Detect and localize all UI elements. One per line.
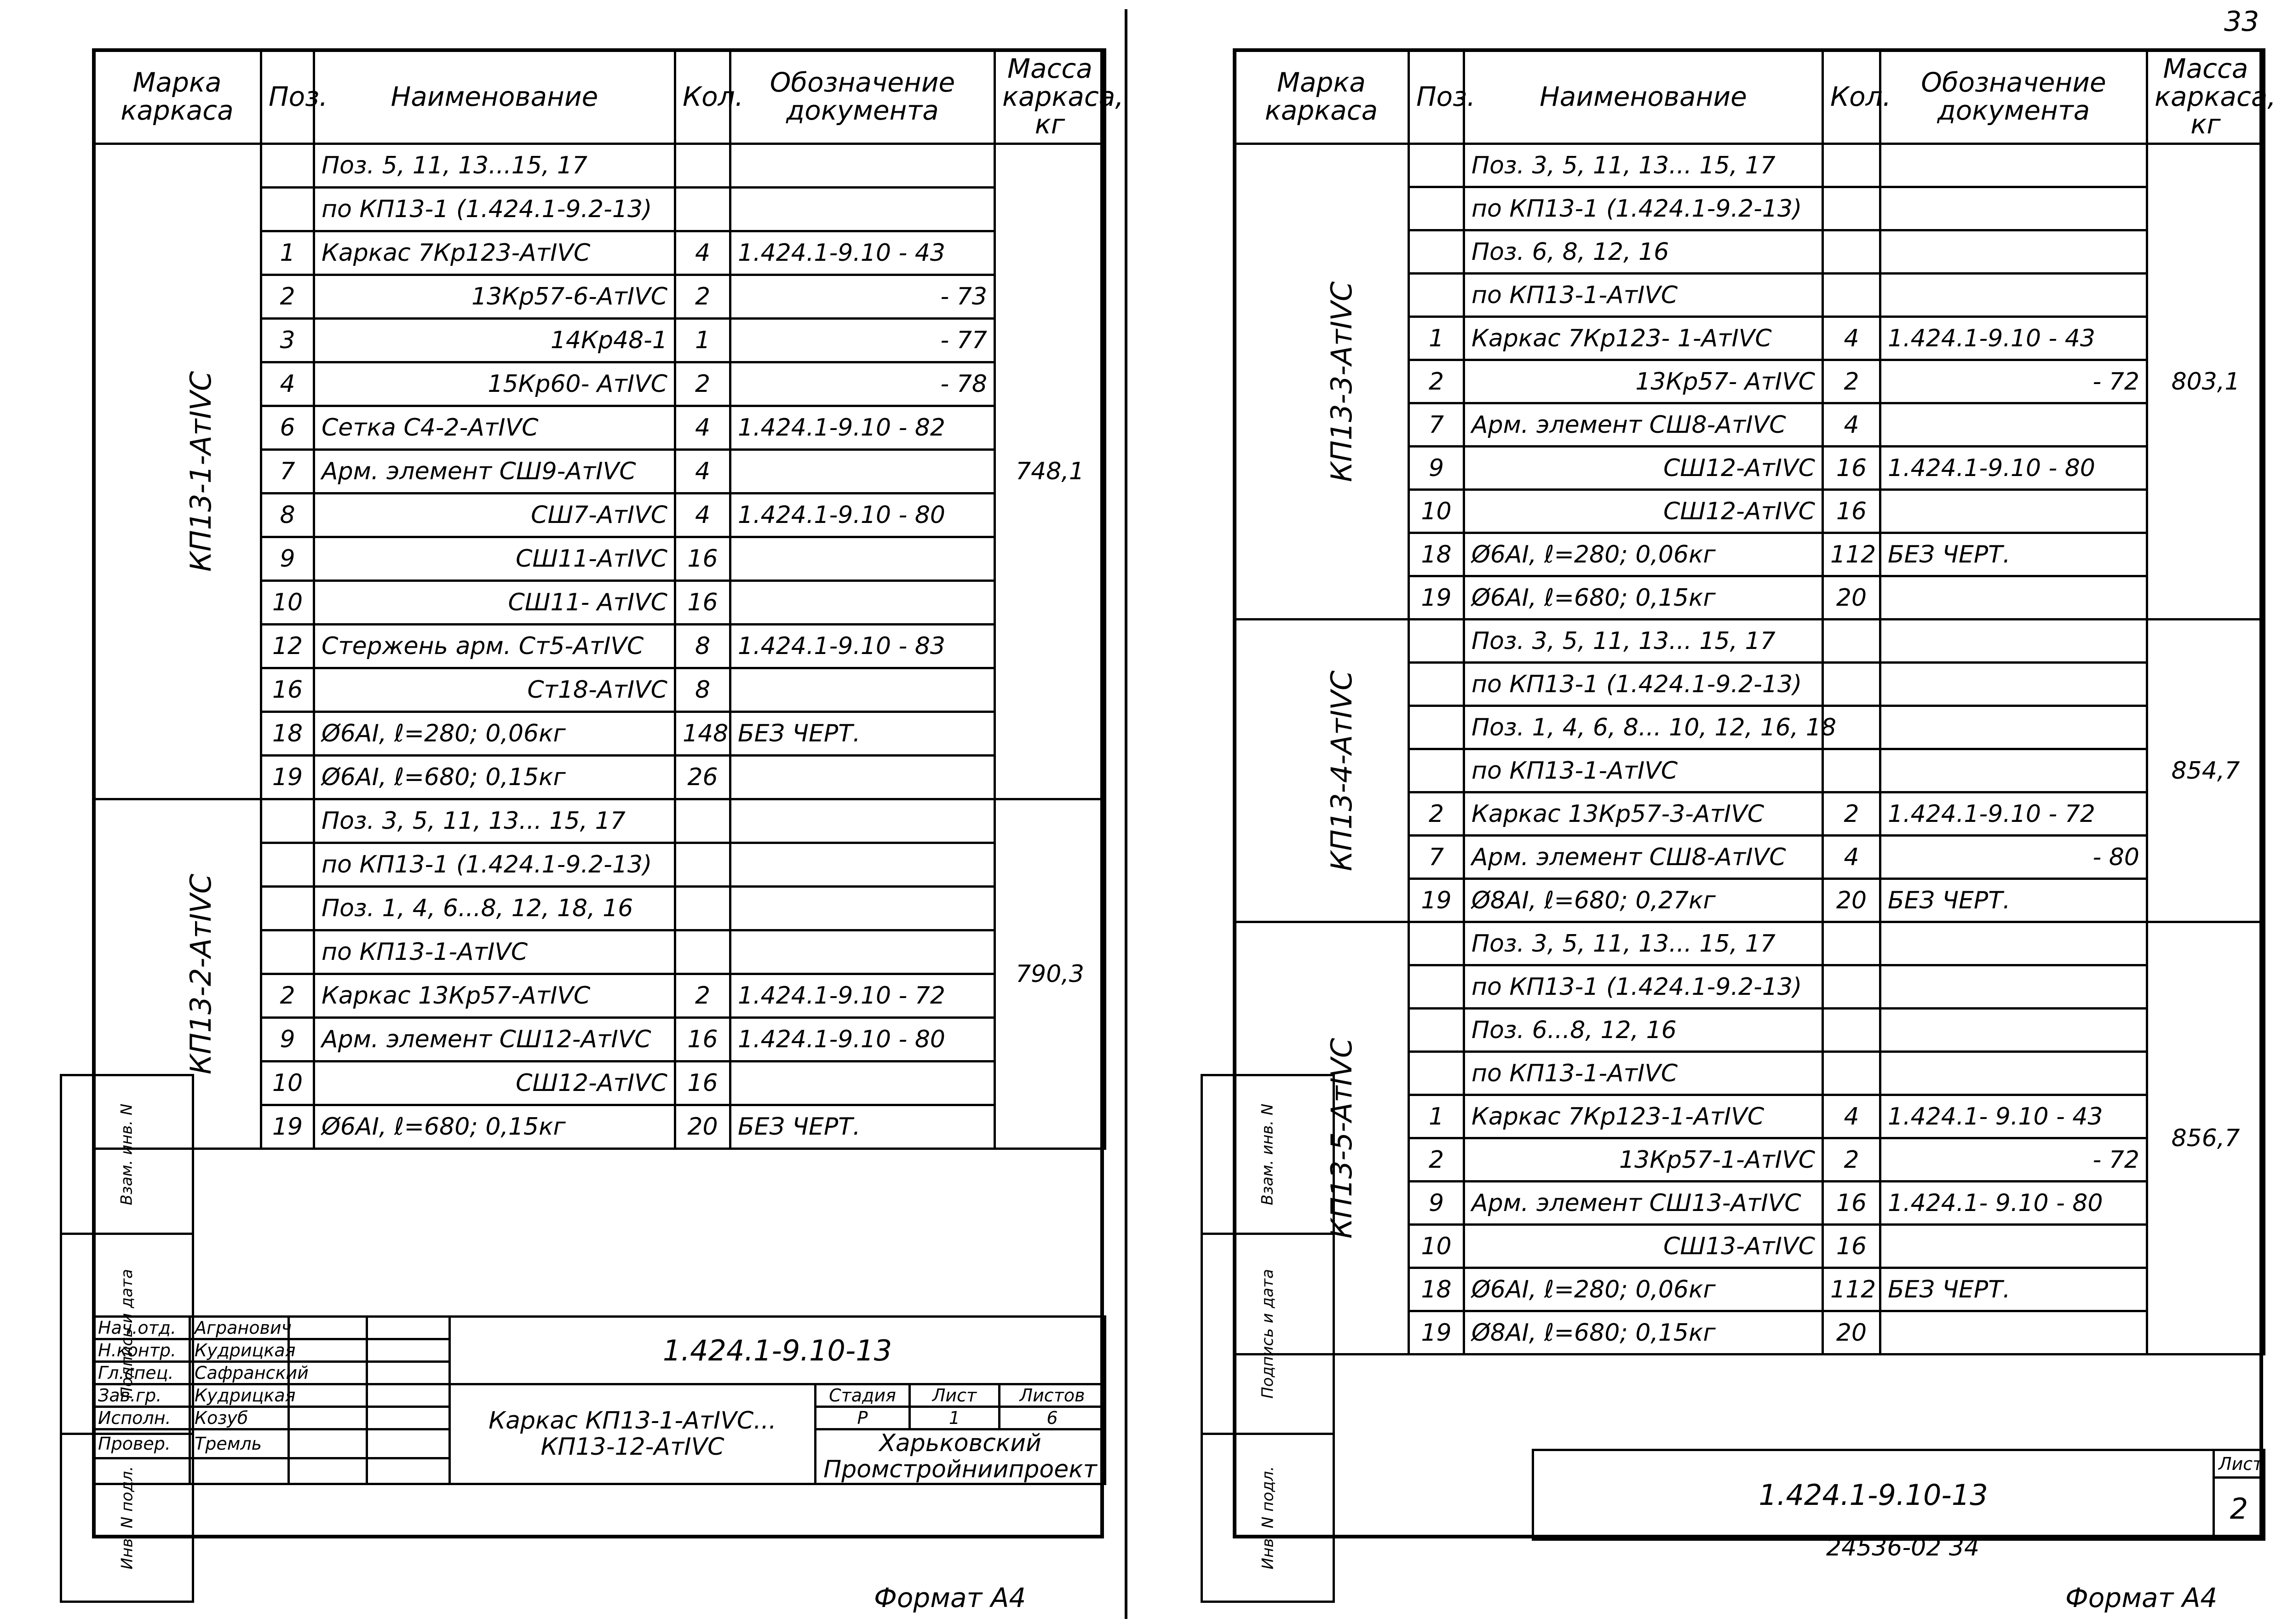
role: Нач.отд.	[93, 1317, 190, 1339]
cell-pos	[1409, 1052, 1464, 1095]
cell-doc: 1.424.1- 9.10 - 43	[1880, 1095, 2147, 1138]
table-row	[1234, 620, 2265, 663]
cell-pos	[1409, 187, 1464, 230]
side-field: Инв. N подл.	[117, 1466, 136, 1570]
cell-name: Каркас 13Кр57-АтIVС	[314, 974, 675, 1018]
cell-pos: 19	[261, 756, 314, 799]
cell-doc	[730, 843, 995, 887]
cell-qty	[1823, 620, 1880, 663]
cell-doc: 1.424.1-9.10 - 80	[730, 494, 995, 537]
sheet-value: 1	[910, 1407, 1000, 1429]
sheet-left	[0, 0, 1122, 1624]
cell-pos: 2	[1409, 1138, 1464, 1182]
sheets-value: 6	[1000, 1407, 1105, 1429]
cell-qty	[675, 188, 730, 231]
header-mark: Марка каркаса	[93, 50, 261, 144]
frame-mass: 856,7	[2147, 922, 2265, 1354]
cell-doc: БЕЗ ЧЕРТ.	[1880, 879, 2147, 922]
sheet-label: Лист	[2214, 1450, 2265, 1478]
frame-mass: 748,1	[995, 144, 1105, 799]
cell-doc	[730, 799, 995, 843]
cell-doc	[730, 668, 995, 712]
cell-qty: 2	[1823, 1138, 1880, 1182]
cell-qty	[1823, 965, 1880, 1009]
frame-mass: 790,3	[995, 799, 1105, 1149]
cell-pos: 19	[1409, 1311, 1464, 1354]
cell-pos: 1	[261, 231, 314, 275]
cell-doc	[730, 1062, 995, 1105]
cell-pos: 10	[1409, 1225, 1464, 1268]
signature	[289, 1339, 367, 1362]
drawing-title: Каркас КП13-1-АтIVС... КП13-12-АтIVС	[450, 1384, 816, 1484]
cell-name: Ø6АI, ℓ=680; 0,15кг	[314, 756, 675, 799]
document-code: 1.424.1-9.10-13	[1533, 1450, 2214, 1540]
cell-qty: 16	[675, 581, 730, 625]
cell-name: СШ12-АтIVС	[1464, 447, 1823, 490]
cell-name: Арм. элемент СШ8-АтIVС	[1464, 836, 1823, 879]
cell-qty	[1823, 144, 1880, 187]
cell-qty	[1823, 922, 1880, 965]
cell-qty: 1	[675, 319, 730, 362]
cell-pos	[1409, 1009, 1464, 1052]
cell-pos: 7	[1409, 836, 1464, 879]
cell-pos: 2	[261, 275, 314, 319]
cell-doc: БЕЗ ЧЕРТ.	[1880, 1268, 2147, 1311]
frame-mark-label: КП13-5-АтIVС	[1325, 1038, 1359, 1239]
cell-doc	[1880, 490, 2147, 533]
cell-qty	[675, 799, 730, 843]
cell-doc	[1880, 663, 2147, 706]
frame-mark-label: КП13-1-АтIVС	[184, 371, 218, 572]
header-pos: Поз.	[1409, 50, 1464, 144]
cell-name: Ст18-АтIVС	[314, 668, 675, 712]
document-code: 1.424.1-9.10-13	[450, 1317, 1105, 1384]
cell-name: Арм. элемент СШ8-АтIVС	[1464, 403, 1823, 447]
date	[367, 1362, 450, 1384]
cell-pos	[1409, 620, 1464, 663]
frame-mark	[1234, 144, 1409, 620]
cell-pos: 1	[1409, 1095, 1464, 1138]
cell-qty: 4	[675, 494, 730, 537]
cell-name: по КП13-1-АтIVС	[314, 930, 675, 974]
cell-doc	[730, 188, 995, 231]
cell-qty	[675, 843, 730, 887]
cell-name: 15Кр60- АтIVС	[314, 362, 675, 406]
cell-pos: 4	[261, 362, 314, 406]
person: Агранович	[190, 1317, 289, 1339]
cell-qty: 8	[675, 668, 730, 712]
header-mark: Марка каркаса	[1234, 50, 1409, 144]
side-strip-right	[1201, 1074, 1335, 1603]
frame-mass: 803,1	[2147, 144, 2265, 620]
cell-pos	[1409, 663, 1464, 706]
cell-doc	[1880, 706, 2147, 749]
date	[367, 1317, 450, 1339]
cell-qty	[1823, 230, 1880, 274]
cell-name: СШ13-АтIVС	[1464, 1225, 1823, 1268]
cell-name: Каркас 7Кр123-АтIVС	[314, 231, 675, 275]
sheet-label: Лист	[910, 1384, 1000, 1407]
frame-mark-label: КП13-4-АтIVС	[1325, 670, 1359, 871]
cell-doc: 1.424.1- 9.10 - 80	[1880, 1182, 2147, 1225]
cell-doc: БЕЗ ЧЕРТ.	[730, 1105, 995, 1149]
cell-qty: 16	[1823, 1182, 1880, 1225]
cell-qty: 112	[1823, 1268, 1880, 1311]
cell-name: Каркас 7Кр123-1-АтIVС	[1464, 1095, 1823, 1138]
cell-pos: 2	[1409, 792, 1464, 836]
cell-name: Ø6АI, ℓ=280; 0,06кг	[1464, 1268, 1823, 1311]
cell-name: Арм. элемент СШ12-АтIVС	[314, 1018, 675, 1062]
cell-qty: 2	[1823, 360, 1880, 403]
cell-pos: 2	[261, 974, 314, 1018]
role: Исполн.	[93, 1407, 190, 1429]
table-row	[93, 799, 1105, 843]
cell-qty: 4	[675, 406, 730, 450]
role: Гл.спец.	[93, 1362, 190, 1384]
header-pos: Поз.	[261, 50, 314, 144]
cell-qty	[1823, 663, 1880, 706]
cell-pos: 3	[261, 319, 314, 362]
cell-name: СШ12-АтIVС	[1464, 490, 1823, 533]
cell-qty: 4	[675, 231, 730, 275]
cell-name: СШ11-АтIVС	[314, 537, 675, 581]
cell-pos: 6	[261, 406, 314, 450]
cell-qty	[675, 930, 730, 974]
cell-doc	[1880, 187, 2147, 230]
cell-pos: 9	[1409, 1182, 1464, 1225]
person: Козуб	[190, 1407, 289, 1429]
header-doc: Обозначение документа	[730, 50, 995, 144]
cell-qty: 16	[675, 1018, 730, 1062]
cell-name: Ø8АI, ℓ=680; 0,27кг	[1464, 879, 1823, 922]
cell-qty: 112	[1823, 533, 1880, 576]
cell-qty	[1823, 187, 1880, 230]
cell-pos	[1409, 922, 1464, 965]
cell-name: по КП13-1 (1.424.1-9.2-13)	[1464, 965, 1823, 1009]
cell-qty	[1823, 1052, 1880, 1095]
table-row	[1234, 144, 2265, 187]
cell-qty: 4	[1823, 1095, 1880, 1138]
cell-qty: 16	[675, 537, 730, 581]
cell-pos	[1409, 144, 1464, 187]
cell-doc	[1880, 144, 2147, 187]
cell-doc: БЕЗ ЧЕРТ.	[730, 712, 995, 756]
cell-doc: - 77	[730, 319, 995, 362]
header-mass: Масса каркаса, кг	[995, 50, 1105, 144]
cell-doc: - 72	[1880, 1138, 2147, 1182]
frame-mark-label: КП13-2-АтIVС	[184, 873, 218, 1074]
cell-qty: 20	[1823, 1311, 1880, 1354]
cell-doc: - 78	[730, 362, 995, 406]
cell-doc: 1.424.1-9.10 - 82	[730, 406, 995, 450]
cell-pos: 19	[1409, 576, 1464, 620]
person: Кудрицкая	[190, 1339, 289, 1362]
cell-doc	[1880, 1311, 2147, 1354]
person: Кудрицкая	[190, 1384, 289, 1407]
cell-name: по КП13-1 (1.424.1-9.2-13)	[1464, 187, 1823, 230]
cell-pos: 10	[261, 581, 314, 625]
page-number: 33	[2224, 6, 2259, 38]
cell-pos	[1409, 965, 1464, 1009]
cell-qty: 20	[675, 1105, 730, 1149]
cell-pos	[1409, 749, 1464, 792]
cell-pos: 18	[1409, 533, 1464, 576]
cell-doc	[1880, 620, 2147, 663]
cell-name: Поз. 3, 5, 11, 13... 15, 17	[1464, 620, 1823, 663]
cell-qty: 20	[1823, 576, 1880, 620]
cell-qty: 148	[675, 712, 730, 756]
organization: Харьковский Промстройниипроект	[816, 1429, 1105, 1484]
frame-mark	[93, 144, 261, 799]
cell-doc	[1880, 1009, 2147, 1052]
cell-qty: 16	[1823, 447, 1880, 490]
cell-pos: 19	[1409, 879, 1464, 922]
role: Н.контр.	[93, 1339, 190, 1362]
header-name: Наименование	[314, 50, 675, 144]
sheet-right	[1127, 0, 2274, 1624]
cell-pos: 9	[261, 537, 314, 581]
cell-doc: 1.424.1-9.10 - 83	[730, 625, 995, 668]
frame-mark	[1234, 620, 1409, 922]
stage-value: Р	[816, 1407, 910, 1429]
cell-name: Поз. 3, 5, 11, 13... 15, 17	[1464, 144, 1823, 187]
cell-name: по КП13-1 (1.424.1-9.2-13)	[1464, 663, 1823, 706]
side-field: Взам. инв. N	[117, 1103, 136, 1205]
side-field: Взам. инв. N	[1258, 1103, 1277, 1205]
header-mass: Масса каркаса, кг	[2147, 50, 2265, 144]
header-qty: Кол.	[675, 50, 730, 144]
cell-pos	[261, 144, 314, 188]
cell-doc: 1.424.1-9.10 - 43	[730, 231, 995, 275]
cell-name: Поз. 6, 8, 12, 16	[1464, 230, 1823, 274]
cell-qty: 26	[675, 756, 730, 799]
cell-qty	[1823, 749, 1880, 792]
title-block-right	[1532, 1449, 2265, 1541]
cell-name: Поз. 1, 4, 6...8, 12, 18, 16	[314, 887, 675, 930]
cell-pos: 8	[261, 494, 314, 537]
cell-name: 14Кр48-1	[314, 319, 675, 362]
date	[367, 1339, 450, 1362]
cell-pos: 16	[261, 668, 314, 712]
cell-name: СШ7-АтIVС	[314, 494, 675, 537]
cell-pos	[261, 843, 314, 887]
cell-qty	[675, 144, 730, 188]
cell-name: по КП13-1-АтIVС	[1464, 1052, 1823, 1095]
cell-name: 13Кр57- АтIVС	[1464, 360, 1823, 403]
cell-name: по КП13-1 (1.424.1-9.2-13)	[314, 843, 675, 887]
table-row	[93, 144, 1105, 188]
cell-pos	[261, 188, 314, 231]
side-field: Подпись и дата	[1258, 1269, 1277, 1399]
cell-doc	[1880, 1052, 2147, 1095]
cell-name: Каркас 13Кр57-3-АтIVС	[1464, 792, 1823, 836]
side-field: Подпись и дата	[117, 1269, 136, 1399]
cell-name: по КП13-1-АтIVС	[1464, 274, 1823, 317]
frame-mass: 854,7	[2147, 620, 2265, 922]
cell-doc: 1.424.1-9.10 - 80	[730, 1018, 995, 1062]
date	[367, 1384, 450, 1407]
cell-qty: 4	[1823, 403, 1880, 447]
cell-doc	[1880, 749, 2147, 792]
cell-qty: 16	[1823, 1225, 1880, 1268]
cell-qty: 4	[675, 450, 730, 494]
cell-name: Стержень арм. Ст5-АтIVС	[314, 625, 675, 668]
cell-pos: 19	[261, 1105, 314, 1149]
archive-number: 24536-02 34	[1826, 1534, 1980, 1561]
cell-doc	[1880, 403, 2147, 447]
side-field: Инв. N подл.	[1258, 1466, 1277, 1570]
spec-table-right	[1233, 48, 2276, 1355]
cell-qty	[1823, 1009, 1880, 1052]
cell-name: Поз. 6...8, 12, 16	[1464, 1009, 1823, 1052]
cell-name: по КП13-1-АтIVС	[1464, 749, 1823, 792]
date	[367, 1429, 450, 1458]
sheets-label: Листов	[1000, 1384, 1105, 1407]
frame-mark-label: КП13-3-АтIVС	[1325, 281, 1359, 482]
cell-doc: - 80	[1880, 836, 2147, 879]
cell-doc: 1.424.1-9.10 - 80	[1880, 447, 2147, 490]
signature	[289, 1429, 367, 1458]
cell-doc	[1880, 274, 2147, 317]
header-qty: Кол.	[1823, 50, 1880, 144]
role: Зав.гр.	[93, 1384, 190, 1407]
cell-pos	[261, 930, 314, 974]
cell-qty: 8	[675, 625, 730, 668]
cell-pos: 10	[261, 1062, 314, 1105]
cell-doc	[1880, 576, 2147, 620]
cell-qty: 20	[1823, 879, 1880, 922]
cell-doc: - 73	[730, 275, 995, 319]
cell-name: по КП13-1 (1.424.1-9.2-13)	[314, 188, 675, 231]
cell-doc	[1880, 1225, 2147, 1268]
cell-doc	[730, 537, 995, 581]
cell-qty	[1823, 274, 1880, 317]
cell-doc	[730, 887, 995, 930]
cell-name: Сетка С4-2-АтIVС	[314, 406, 675, 450]
cell-qty: 2	[1823, 792, 1880, 836]
cell-name: Ø6АI, ℓ=280; 0,06кг	[314, 712, 675, 756]
cell-qty: 4	[1823, 836, 1880, 879]
table-row	[1234, 922, 2265, 965]
cell-name: 13Кр57-6-АтIVС	[314, 275, 675, 319]
cell-name: Каркас 7Кр123- 1-АтIVС	[1464, 317, 1823, 360]
cell-name: Поз. 1, 4, 6, 8... 10, 12, 16, 18	[1464, 706, 1823, 749]
person: Тремль	[190, 1429, 289, 1458]
cell-doc: 1.424.1-9.10 - 72	[1880, 792, 2147, 836]
cell-doc: 1.424.1-9.10 - 43	[1880, 317, 2147, 360]
signature	[289, 1407, 367, 1429]
title-block-left	[92, 1315, 1106, 1485]
cell-pos	[1409, 274, 1464, 317]
signature	[289, 1384, 367, 1407]
cell-pos	[1409, 706, 1464, 749]
cell-name: Арм. элемент СШ9-АтIVС	[314, 450, 675, 494]
cell-name: Ø6АI, ℓ=680; 0,15кг	[314, 1105, 675, 1149]
cell-name: СШ12-АтIVС	[314, 1062, 675, 1105]
cell-name: 13Кр57-1-АтIVС	[1464, 1138, 1823, 1182]
cell-qty	[675, 887, 730, 930]
cell-doc	[730, 756, 995, 799]
header-doc: Обозначение документа	[1880, 50, 2147, 144]
format-label: Формат А4	[2065, 1582, 2218, 1613]
cell-pos: 18	[1409, 1268, 1464, 1311]
sheet-value: 2	[2214, 1478, 2265, 1540]
cell-doc: - 72	[1880, 360, 2147, 403]
cell-name: Поз. 3, 5, 11, 13... 15, 17	[1464, 922, 1823, 965]
cell-name: Поз. 5, 11, 13...15, 17	[314, 144, 675, 188]
cell-qty: 2	[675, 362, 730, 406]
cell-pos: 12	[261, 625, 314, 668]
cell-name: Ø8АI, ℓ=680; 0,15кг	[1464, 1311, 1823, 1354]
format-label: Формат А4	[874, 1582, 1026, 1613]
cell-pos: 2	[1409, 360, 1464, 403]
stage-label: Стадия	[816, 1384, 910, 1407]
cell-qty: 16	[675, 1062, 730, 1105]
role: Провер.	[93, 1429, 190, 1458]
cell-doc	[1880, 922, 2147, 965]
cell-pos: 7	[1409, 403, 1464, 447]
header-name: Наименование	[1464, 50, 1823, 144]
cell-qty: 2	[675, 974, 730, 1018]
cell-doc: БЕЗ ЧЕРТ.	[1880, 533, 2147, 576]
cell-name: Поз. 3, 5, 11, 13... 15, 17	[314, 799, 675, 843]
cell-doc	[1880, 230, 2147, 274]
cell-qty: 16	[1823, 490, 1880, 533]
spec-table-left	[92, 48, 1124, 1150]
cell-pos	[1409, 230, 1464, 274]
person: Сафранский	[190, 1362, 289, 1384]
cell-doc	[730, 581, 995, 625]
cell-name: Ø6АI, ℓ=280; 0,06кг	[1464, 533, 1823, 576]
cell-doc	[730, 450, 995, 494]
cell-pos	[261, 799, 314, 843]
cell-pos: 18	[261, 712, 314, 756]
cell-pos	[261, 887, 314, 930]
cell-pos: 7	[261, 450, 314, 494]
cell-pos: 9	[1409, 447, 1464, 490]
cell-name: Арм. элемент СШ13-АтIVС	[1464, 1182, 1823, 1225]
cell-doc	[730, 144, 995, 188]
cell-pos: 10	[1409, 490, 1464, 533]
cell-doc	[1880, 965, 2147, 1009]
cell-doc: 1.424.1-9.10 - 72	[730, 974, 995, 1018]
signature	[289, 1317, 367, 1339]
cell-pos: 9	[261, 1018, 314, 1062]
cell-qty: 4	[1823, 317, 1880, 360]
cell-qty: 2	[675, 275, 730, 319]
cell-name: СШ11- АтIVС	[314, 581, 675, 625]
date	[367, 1407, 450, 1429]
cell-name: Ø6АI, ℓ=680; 0,15кг	[1464, 576, 1823, 620]
cell-doc	[730, 930, 995, 974]
cell-pos: 1	[1409, 317, 1464, 360]
